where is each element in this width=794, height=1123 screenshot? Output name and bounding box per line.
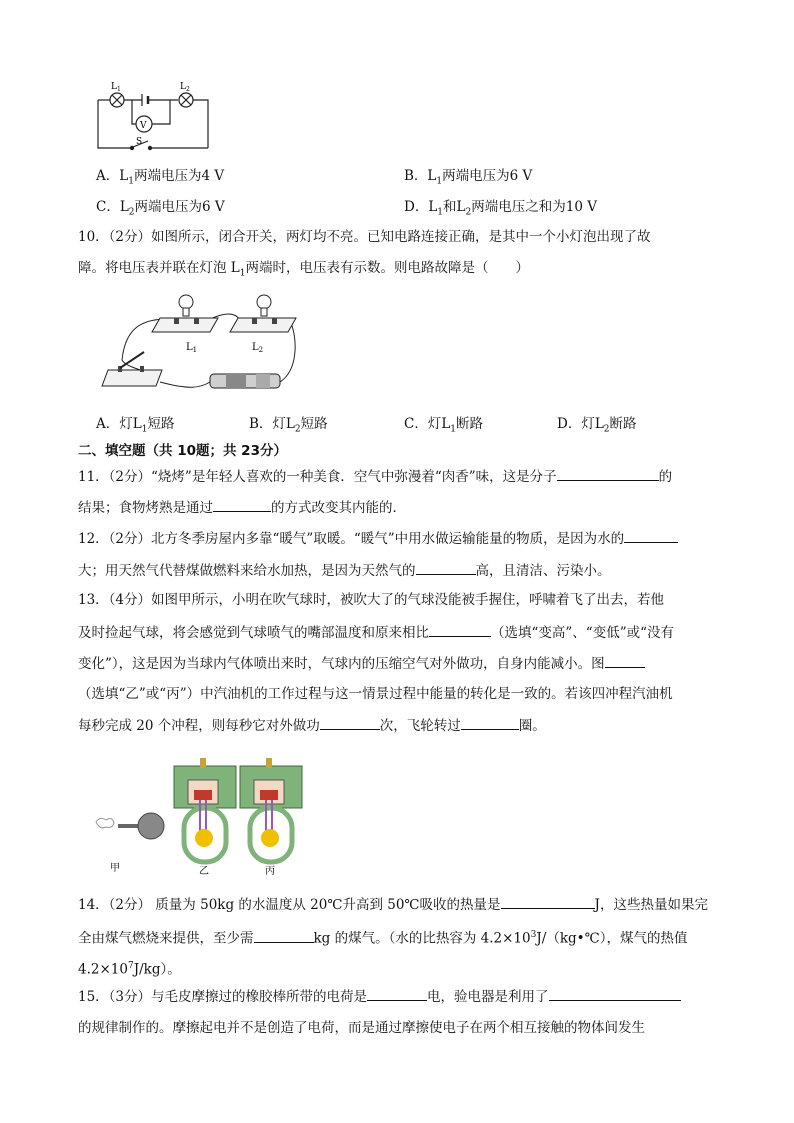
q15-blank-1[interactable]: [367, 986, 427, 1001]
q9-option-a: A．$L_1$两端电压为4 V: [96, 168, 225, 187]
svg-text:L1: $L_1$: [111, 82, 121, 93]
svg-text:L2: $L_2$: [180, 82, 190, 93]
engine-yi: [174, 758, 236, 862]
q13-engine-figure: [88, 758, 318, 878]
q10-option-c: C．灯$L_1$断路: [404, 416, 484, 435]
q12-line1: 12．（2分）北方冬季房屋内多靠“暖气”取暖。“暖气”中用水做运输能量的物质，是因为水的: [78, 528, 728, 549]
q15-line1: 15．（3分）与毛皮摩擦过的橡胶棒所带的电荷是 电，验电器是利用了: [78, 986, 728, 1007]
q13-blank-3[interactable]: [320, 715, 380, 730]
q13-blank-2[interactable]: [605, 653, 645, 668]
fig-label-yi: 乙: [199, 866, 209, 877]
q11-blank-2[interactable]: [213, 497, 271, 512]
q13-line1: 13．（4分）如图甲所示，小明在吹气球时，被吹大了的气球没能被手握住，呼啸着飞了出去，若他: [78, 592, 665, 608]
q10-option-d: D．灯$L_2$断路: [557, 416, 637, 435]
q14-line2: 全由煤气燃烧来提供，至少需 kg 的煤气。（水的比热容为 $4.2\times 10^3J/(kg•℃)$，煤气的热值: [78, 925, 728, 949]
q15-blank-2[interactable]: [549, 986, 681, 1001]
q14-line3: $4.2\times 10^7J/kg$）。: [78, 961, 181, 978]
q10-stem-line1: 10．（2分）如图所示，闭合开关，两灯均不亮。已知电路连接正确，是其中一个小灯泡出现了故: [78, 229, 651, 245]
voltmeter-label: V: [140, 121, 147, 131]
q12-blank-2[interactable]: [416, 560, 476, 575]
q12-blank-1[interactable]: [624, 528, 678, 543]
q11-line1: 11．（2分）“烧烤”是年轻人喜欢的一种美食．空气中弥漫着“肉香”味，这是分子 的: [78, 466, 728, 487]
svg-text:L1: $L_1$: [186, 342, 198, 354]
fig-label-bing: 丙: [265, 866, 275, 877]
q13-line4: （选填“乙”或“丙”）中汽油机的工作过程与这一情景过程中能量的转化是一致的。若该四冲程汽油机: [78, 686, 673, 702]
q9-option-c: C．$L_2$两端电压为6 V: [96, 199, 225, 218]
engine-bing: [240, 758, 302, 862]
q10-stem-line2: 障。将电压表并联在灯泡 $L_1$两端时，电压表有示数。则电路故障是（ ）: [78, 260, 529, 279]
balloon-figure: [96, 813, 164, 839]
q11-blank-1[interactable]: [557, 466, 659, 481]
switch-label: S: [136, 137, 143, 147]
q11-line2: 结果；食物烤熟是通过 的方式改变其内能的．: [78, 497, 728, 518]
q10-circuit-figure: [100, 290, 300, 394]
q14-blank-2[interactable]: [254, 928, 314, 943]
section-title-fill-in: 二、填空题（共 10题；共 23分）: [78, 443, 287, 459]
q9-circuit-diagram: [92, 78, 212, 156]
q14-line1: 14．（2分） 质量为 50kg 的水温度从 20℃升高到 50℃吸收的热量是 J，这些热量如果完: [78, 894, 728, 915]
svg-text:L2: $L_2$: [252, 342, 264, 354]
q12-line2: 大；用天然气代替煤做燃料来给水加热，是因为天然气的 高，且清洁、污染小。: [78, 560, 728, 581]
q14-blank-1[interactable]: [501, 894, 595, 909]
q13-line3: 变化”），这是因为当球内气体喷出来时，气球内的压缩空气对外做功，自身内能减小。图: [78, 653, 728, 674]
q9-option-d: D．$L_1$和$L_2$两端电压之和为10 V: [404, 199, 597, 218]
q9-option-b: B．$L_1$两端电压为6 V: [404, 168, 533, 187]
q13-line2: 及时捡起气球，将会感觉到气球喷气的嘴部温度和原来相比 （选填“变高”、“变低”或“没有: [78, 622, 728, 643]
q10-option-a: A．灯$L_1$短路: [96, 416, 175, 435]
q13-line5: 每秒完成 20 个冲程，则每秒它对外做功 次，飞轮转过 圈。: [78, 715, 728, 736]
fig-label-jia: 甲: [110, 863, 120, 874]
q13-blank-4[interactable]: [461, 715, 519, 730]
q13-blank-1[interactable]: [429, 622, 491, 637]
q10-option-b: B．灯$L_2$短路: [249, 416, 328, 435]
q15-line2: 的规律制作的。摩擦起电并不是创造了电荷，而是通过摩擦使电子在两个相互接触的物体间发生: [78, 1020, 645, 1036]
